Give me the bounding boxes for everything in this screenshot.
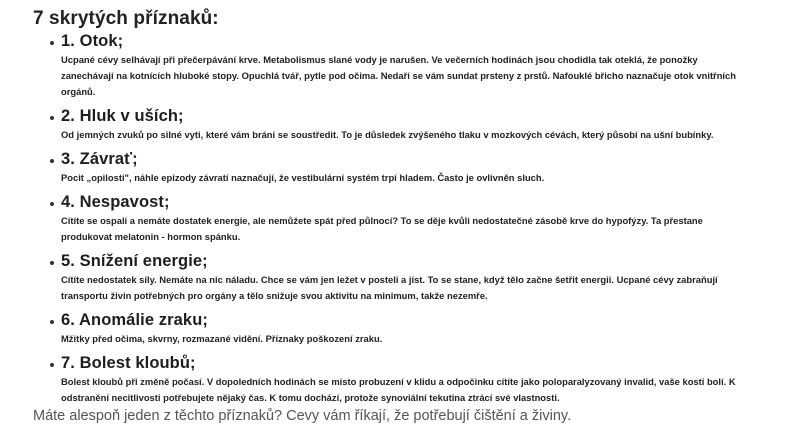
item-text: Cítíte se ospalí a nemáte dostatek energie, ale nemůžete spát před půlnocí? To se děje kvůli nedostatečné zásobě krve do hypofýzy. Ta přestane produkovat melatonin - hormon spánku.: [61, 215, 703, 242]
item-title: 1. Otok;: [61, 32, 124, 50]
item-title: 2. Hluk v uších;: [61, 107, 184, 125]
item-text: Od jemných zvuků po silné vyti, které vám brání se soustředit. To je důsledek zvýšeného tlaku v mozkových cévách, který působí na ušní bubínky.: [61, 129, 714, 140]
list-item: [48, 192, 748, 245]
item-title: 7. Bolest kloubů;: [61, 354, 196, 372]
item-text: Pocit „opilosti", náhle epizody závratí naznačují, že vestibulární systém trpí hladem. Často je ovlivněn sluch.: [61, 172, 545, 183]
list-item: [48, 353, 748, 406]
closing-question: Máte alespoň jeden z těchto příznaků? Cevy vám říkají, že potřebují čištění a živiny.: [33, 408, 572, 424]
item-title: 4. Nespavost;: [61, 193, 170, 211]
item-text: Ucpané cévy selhávají při přečerpávání krve. Metabolismus slané vody je narušen. Ve večerních hodinách jsou chodidla tak oteklá, že ponožky zanechávají na kotnících hluboké stopy. Opuchlá tvář, pytle pod očima. Nedaří se vám sundat prsteny z prstů. Nafouklé břicho naznačuje otok vnitřních orgánů.: [61, 54, 736, 97]
list-item: [48, 149, 748, 186]
symptom-list: [48, 31, 748, 412]
item-title: 6. Anomálie zraku;: [61, 311, 208, 329]
item-text: Bolest kloubů při změně počasí. V dopoledních hodinách se místo probuzení v klidu a odpočinku cítíte jako poloparalyzovaný invalid, vaše kosti bolí. K odstranění necitlivosti potřebujete nějaký čas. K tomu dochází, protože synoviální tekutina ztrácí své vlastnosti.: [61, 376, 736, 403]
item-title: 5. Snížení energie;: [61, 252, 208, 270]
item-text: Mžitky před očima, skvrny, rozmazané vidění. Příznaky poškození zraku.: [61, 333, 383, 344]
list-item: [48, 31, 748, 100]
list-item: [48, 310, 748, 347]
section-heading: 7 skrytých příznaků:: [33, 8, 219, 29]
list-item: [48, 251, 748, 304]
item-text: Cítíte nedostatek síly. Nemáte na nic náladu. Chce se vám jen ležet v posteli a jíst. To se stane, když tělo začne šetřit energii. Ucpané cévy zabraňují transportu živin potřebných pro orgány a tělo snižuje svou aktivitu na minimum, takže nezemře.: [61, 274, 718, 301]
item-title: 3. Závrať;: [61, 150, 138, 168]
list-item: [48, 106, 748, 143]
